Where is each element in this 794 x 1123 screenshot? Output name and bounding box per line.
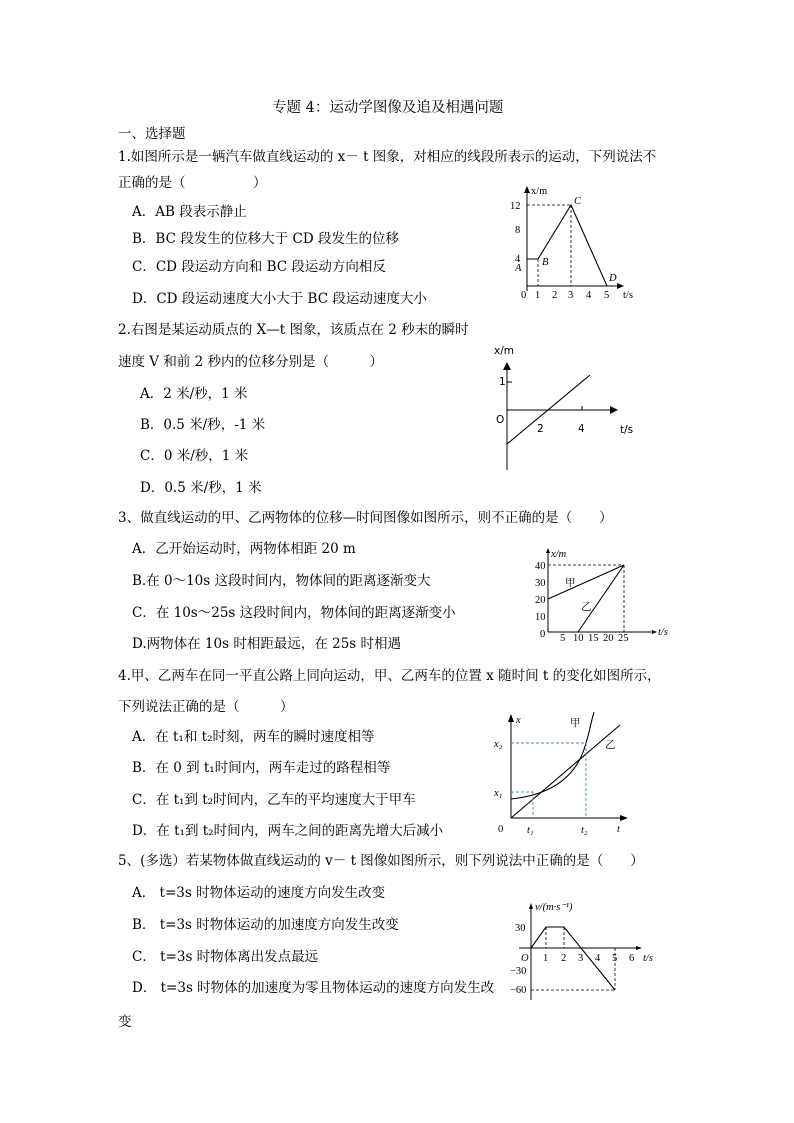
q3-option-a: A．乙开始运动时，两物体相距 20 m: [132, 541, 356, 557]
y-tick: −60: [510, 985, 527, 996]
q2-option-d: D．0.5 米/秒，1 米: [140, 480, 262, 496]
q5-option-c: C． t=3s 时物体离出发点最远: [132, 949, 319, 965]
y-tick: 4: [515, 254, 521, 265]
x-tick: 5: [612, 953, 618, 964]
q1-option-d: D．CD 段运动速度大小大于 BC 段运动速度大小: [132, 291, 427, 307]
q2-stem-line1: 2.右图是某运动质点的 X—t 图象，该质点在 2 秒末的瞬时: [118, 322, 469, 338]
q5-option-b: B． t=3s 时物体运动的加速度方向发生改变: [132, 917, 399, 933]
point-label: C: [574, 196, 582, 207]
x-tick: 2: [537, 423, 544, 435]
x-tick: 4: [586, 290, 592, 301]
q5-option-d-continuation: 变: [118, 1014, 132, 1030]
y-tick: 10: [535, 612, 546, 623]
q4-option-d: D．在 t₁到 t₂时间内，两车之间的距离先增大后减小: [132, 823, 444, 839]
x-axis-label: t/s: [658, 627, 668, 638]
y-axis-label: v/(m·s⁻¹): [535, 902, 573, 913]
point-label: D: [609, 273, 617, 284]
x-tick: 2: [561, 953, 567, 964]
origin-label: 0: [498, 824, 504, 835]
x-tick: 15: [588, 633, 599, 644]
q3-stem: 3、做直线运动的甲、乙两物体的位移—时间图像如图所示，则不正确的是（ ）: [118, 510, 613, 526]
x-tick: 2: [552, 290, 558, 301]
section-heading: 一、选择题: [118, 126, 186, 142]
y-tick: 8: [515, 225, 521, 236]
y-axis-label: x: [516, 715, 521, 726]
x-axis-label: t/s: [620, 424, 634, 436]
q4-option-a: A．在 t₁和 t₂时刻，两车的瞬时速度相等: [132, 729, 375, 745]
y-tick: 30: [535, 578, 546, 589]
q3-option-d: D.两物体在 10s 时相距最远，在 25s 时相遇: [132, 636, 402, 652]
q4-stem-line2: 下列说法正确的是（ ）: [118, 699, 294, 715]
series-label: 乙: [605, 740, 616, 751]
q2-option-a: A．2 米/秒，1 米: [140, 386, 248, 402]
x1-label: x₁: [494, 788, 503, 799]
x-tick: 20: [603, 633, 614, 644]
series-label: 甲: [570, 718, 581, 729]
y-tick: 1: [499, 376, 506, 388]
x-tick: 10: [573, 633, 584, 644]
q2-option-b: B．0.5 米/秒，-1 米: [140, 417, 266, 433]
q2-stem-line2: 速度 V 和前 2 秒内的位移分别是（ ）: [118, 354, 384, 370]
q1-option-c: C．CD 段运动方向和 BC 段运动方向相反: [132, 259, 386, 275]
y-axis-label: x/m: [531, 186, 548, 197]
x2-label: x₂: [494, 739, 503, 750]
q5-stem: 5、(多选）若某物体做直线运动的 v－ t 图像如图所示，则下列说法中正确的是（ ）: [118, 853, 644, 869]
q5-option-d: D． t=3s 时物体的加速度为零且物体运动的速度方向发生改: [132, 980, 495, 996]
x-tick: 25: [618, 633, 629, 644]
q4-stem-line1: 4.甲、乙两车在同一平直公路上同向运动，甲、乙两车的位置 x 随时间 t 的变化如图所示，: [118, 668, 661, 684]
q1-option-a: A．AB 段表示静止: [132, 204, 247, 220]
point-label: A: [515, 263, 522, 274]
y-axis-label: x/m: [551, 549, 567, 560]
x-tick: 3: [578, 953, 584, 964]
y-tick: 20: [535, 595, 546, 606]
x-tick: 5: [604, 290, 610, 301]
x-axis-label: t/s: [643, 953, 653, 964]
page-title: 专题 4：运动学图像及追及相遇问题: [272, 100, 504, 116]
q3-option-c: C．在 10s～25s 这段时间内，物体间的距离逐渐变小: [132, 605, 456, 621]
q5-option-a: A． t=3s 时物体运动的速度方向发生改变: [132, 885, 386, 901]
t2-label: t₂: [581, 825, 588, 836]
q1-stem-line1: 1.如图所示是一辆汽车做直线运动的 x－ t 图象，对相应的线段所表示的运动，下列说法不: [118, 149, 657, 165]
x-tick: 6: [629, 953, 635, 964]
q1-stem-line2: 正确的是（ ）: [118, 175, 267, 191]
q4-option-c: C．在 t₁到 t₂时间内，乙车的平均速度大于甲车: [132, 792, 416, 808]
x-tick: 5: [560, 633, 566, 644]
point-label: B: [542, 257, 549, 268]
x-tick: 4: [578, 423, 585, 435]
q1-option-b: B．BC 段发生的位移大于 CD 段发生的位移: [132, 231, 399, 247]
y-axis-label: x/m: [494, 345, 514, 357]
origin-label: O: [496, 414, 505, 426]
q4-option-b: B．在 0 到 t₁时间内，两车走过的路程相等: [132, 760, 391, 776]
series-label: 乙: [581, 602, 592, 613]
x-tick: 3: [568, 290, 574, 301]
x-tick: 1: [543, 953, 549, 964]
y-tick: −30: [510, 966, 527, 977]
y-tick: 12: [510, 201, 521, 212]
x-tick: 1: [535, 290, 541, 301]
x-tick: 4: [595, 953, 601, 964]
y-tick: 30: [515, 923, 526, 934]
t1-label: t₁: [527, 825, 534, 836]
x-axis-label: t/s: [623, 290, 633, 301]
q3-option-b: B.在 0～10s 这段时间内，物体间的距离逐渐变大: [132, 573, 431, 589]
y-tick: 40: [535, 561, 546, 572]
y-tick: 0: [540, 629, 546, 640]
origin-label: O: [521, 953, 529, 964]
x-axis-label: t: [617, 824, 620, 835]
series-label: 甲: [565, 578, 576, 589]
x-tick: 0: [521, 290, 527, 301]
q2-option-c: C．0 米/秒，1 米: [140, 448, 249, 464]
